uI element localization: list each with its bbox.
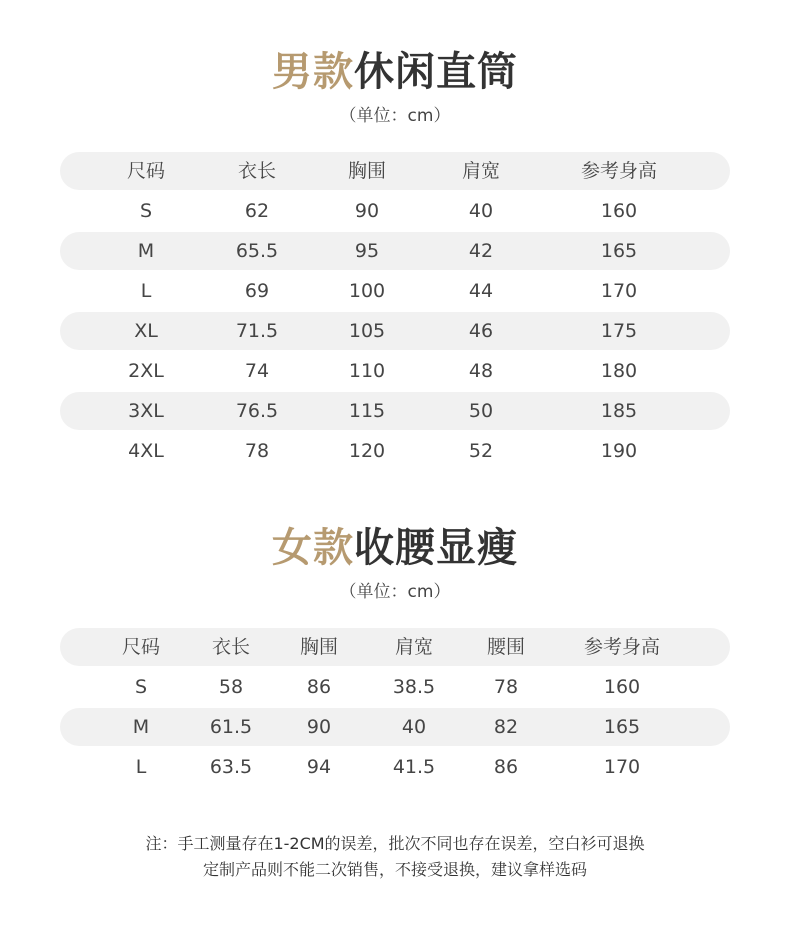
women-header-row-cell: 肩宽 — [394, 636, 434, 658]
women-table-row-cell: 86 — [493, 756, 519, 778]
women-table-row-cell: 63.5 — [209, 756, 253, 778]
men-table-row-cell: 69 — [244, 280, 270, 302]
men-table-row-cell: 65.5 — [235, 240, 279, 262]
men-table-row-cell: 42 — [468, 240, 494, 262]
men-table-row-cell: M — [137, 240, 155, 262]
men-table-row-cell: 2XL — [128, 360, 164, 382]
women-title-rest: 收腰显瘦 — [354, 525, 518, 571]
women-table-row-cell: 38.5 — [392, 676, 436, 698]
men-table-row-cell: 78 — [244, 440, 270, 462]
women-title — [0, 525, 790, 571]
women-title-accent: 女款 — [272, 525, 354, 571]
women-header-row-cell: 尺码 — [121, 636, 161, 658]
women-unit: （单位：cm） — [339, 582, 451, 602]
women-table-row — [60, 708, 730, 746]
men-table-row-cell: 160 — [600, 200, 638, 222]
men-table-row-cell: 120 — [348, 440, 386, 462]
men-table-row-cell: 110 — [348, 360, 386, 382]
men-table-row-cell: 44 — [468, 280, 494, 302]
men-header-row-cell: 衣长 — [237, 160, 277, 182]
women-table-row-cell: 160 — [603, 676, 641, 698]
men-header-row-cell: 尺码 — [126, 160, 166, 182]
men-table-row — [60, 232, 730, 270]
men-table-row-cell: 71.5 — [235, 320, 279, 342]
men-table-row — [60, 352, 730, 390]
men-table-row-cell: 170 — [600, 280, 638, 302]
women-header-row-cell: 腰围 — [486, 636, 526, 658]
men-table-row-cell: 95 — [354, 240, 380, 262]
women-table-row-cell: 86 — [306, 676, 332, 698]
men-table-row-cell: 90 — [354, 200, 380, 222]
women-table-row-cell: 90 — [306, 716, 332, 738]
women-table-row-cell: 170 — [603, 756, 641, 778]
men-header-row — [60, 152, 730, 190]
men-header-row-cell: 肩宽 — [461, 160, 501, 182]
women-header-row — [60, 628, 730, 666]
men-table-row-cell: 190 — [600, 440, 638, 462]
men-table-row-cell: 115 — [348, 400, 386, 422]
men-table-row-cell: 105 — [348, 320, 386, 342]
men-table-row-cell: 48 — [468, 360, 494, 382]
men-table-row-cell: 180 — [600, 360, 638, 382]
women-header-row-cell: 衣长 — [211, 636, 251, 658]
men-table-row-cell: 62 — [244, 200, 270, 222]
men-table-row — [60, 272, 730, 310]
men-table-row-cell: 46 — [468, 320, 494, 342]
men-table-row-cell: S — [139, 200, 153, 222]
women-table-row-cell: 61.5 — [209, 716, 253, 738]
men-title-rest: 休闲直筒 — [354, 49, 518, 95]
men-title — [0, 49, 790, 95]
men-table-row — [60, 312, 730, 350]
women-table-row-cell: 40 — [401, 716, 427, 738]
men-table-row-cell: 185 — [600, 400, 638, 422]
men-table-row-cell: 165 — [600, 240, 638, 262]
women-table-row-cell: S — [134, 676, 148, 698]
women-table-row-cell: 94 — [306, 756, 332, 778]
men-header-row-cell: 胸围 — [347, 160, 387, 182]
women-table-row-cell: 58 — [218, 676, 244, 698]
women-table-row-cell: L — [135, 756, 147, 778]
women-table-row — [60, 668, 730, 706]
men-table-row — [60, 432, 730, 470]
men-table-row — [60, 392, 730, 430]
men-table-row — [60, 192, 730, 230]
men-unit: （单位：cm） — [339, 106, 451, 126]
men-header-row-cell: 参考身高 — [580, 160, 658, 182]
men-table-row-cell: 52 — [468, 440, 494, 462]
men-table-row-cell: 40 — [468, 200, 494, 222]
men-table-row-cell: 76.5 — [235, 400, 279, 422]
women-table-row-cell: 82 — [493, 716, 519, 738]
men-table-row-cell: L — [140, 280, 152, 302]
men-table-row-cell: 100 — [348, 280, 386, 302]
men-table-row-cell: 4XL — [128, 440, 164, 462]
note-line-2: 定制产品则不能二次销售，不接受退换，建议拿样选码 — [202, 860, 587, 879]
women-table-row-cell: M — [132, 716, 150, 738]
women-header-row-cell: 胸围 — [299, 636, 339, 658]
men-table-row-cell: 175 — [600, 320, 638, 342]
note-line-1: 注：手工测量存在1-2CM的误差，批次不同也存在误差，空白衫可退换 — [145, 834, 645, 853]
men-table-row-cell: XL — [134, 320, 158, 342]
women-table-row-cell: 41.5 — [392, 756, 436, 778]
men-table-row-cell: 50 — [468, 400, 494, 422]
men-table-row-cell: 74 — [244, 360, 270, 382]
men-title-accent: 男款 — [272, 49, 354, 95]
men-table-row-cell: 3XL — [128, 400, 164, 422]
women-table-row-cell: 78 — [493, 676, 519, 698]
women-table-row — [60, 748, 730, 786]
women-header-row-cell: 参考身高 — [583, 636, 661, 658]
women-table-row-cell: 165 — [603, 716, 641, 738]
